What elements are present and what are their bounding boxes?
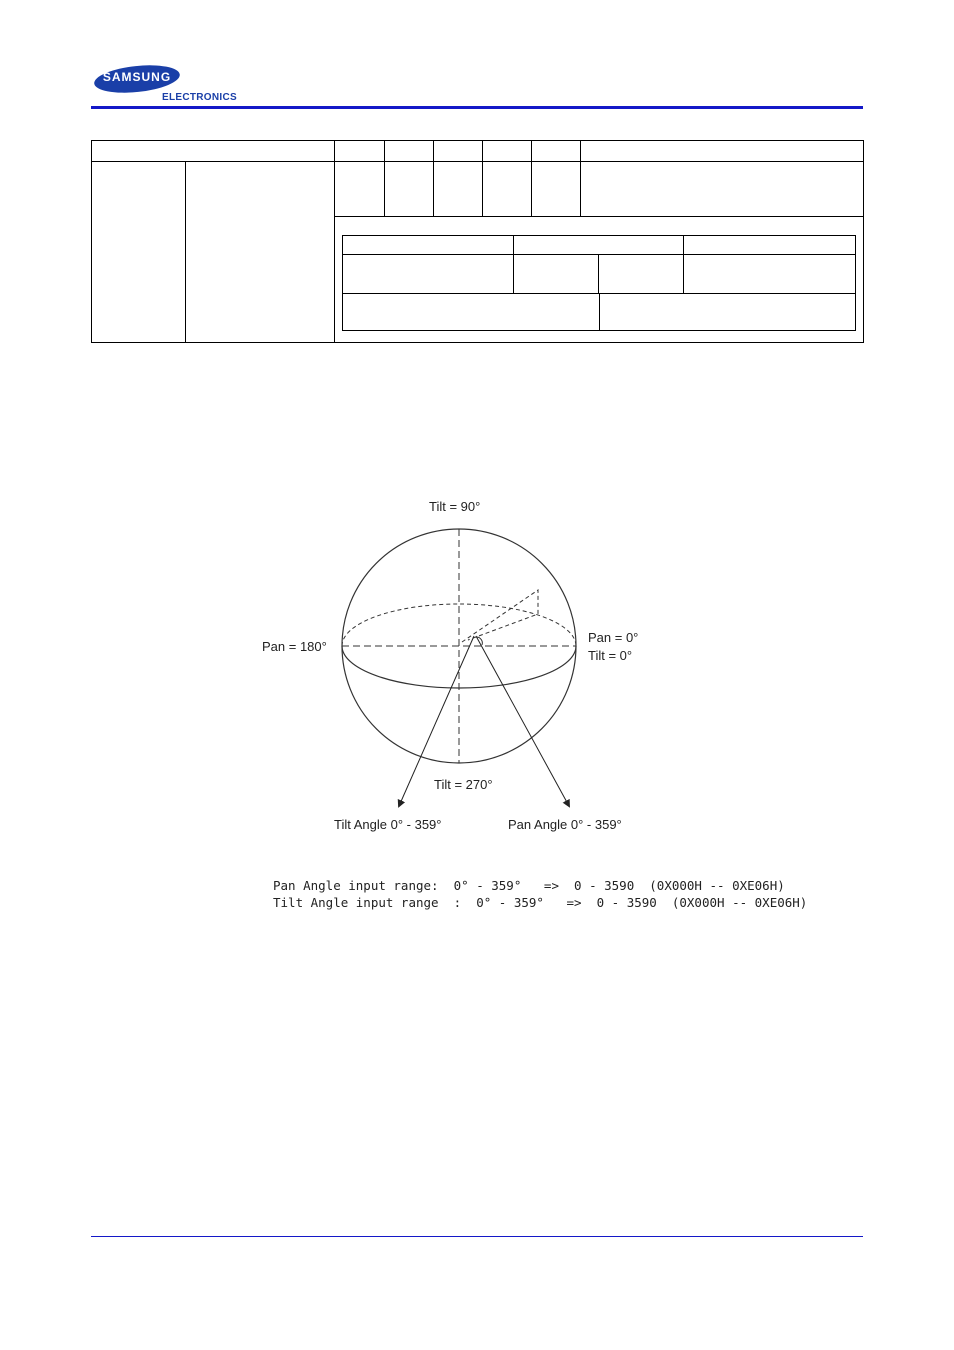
footer-rule <box>91 1236 863 1237</box>
tilt-270-label: Tilt = 270° <box>434 777 493 792</box>
tilt-0-label: Tilt = 0° <box>588 648 633 663</box>
logo-subtext: ELECTRONICS <box>162 92 237 103</box>
tilt-range-note: Tilt Angle input range : 0° - 359° => 0 - 3590 (0X000H -- 0XE06H) <box>273 895 808 910</box>
pan-angle-label: Pan Angle 0° - 359° <box>508 817 622 832</box>
tilt-90-label: Tilt = 90° <box>429 499 481 514</box>
pan-0-label: Pan = 0° <box>588 630 639 645</box>
tilt-angle-label: Tilt Angle 0° - 359° <box>334 817 442 832</box>
logo-text: SAMSUNG <box>102 70 172 84</box>
pan-range-note: Pan Angle input range: 0° - 359° => 0 - 3590 (0X000H -- 0XE06H) <box>273 878 785 893</box>
pan-tilt-vector <box>462 590 538 642</box>
pan-180-label: Pan = 180° <box>262 639 327 654</box>
